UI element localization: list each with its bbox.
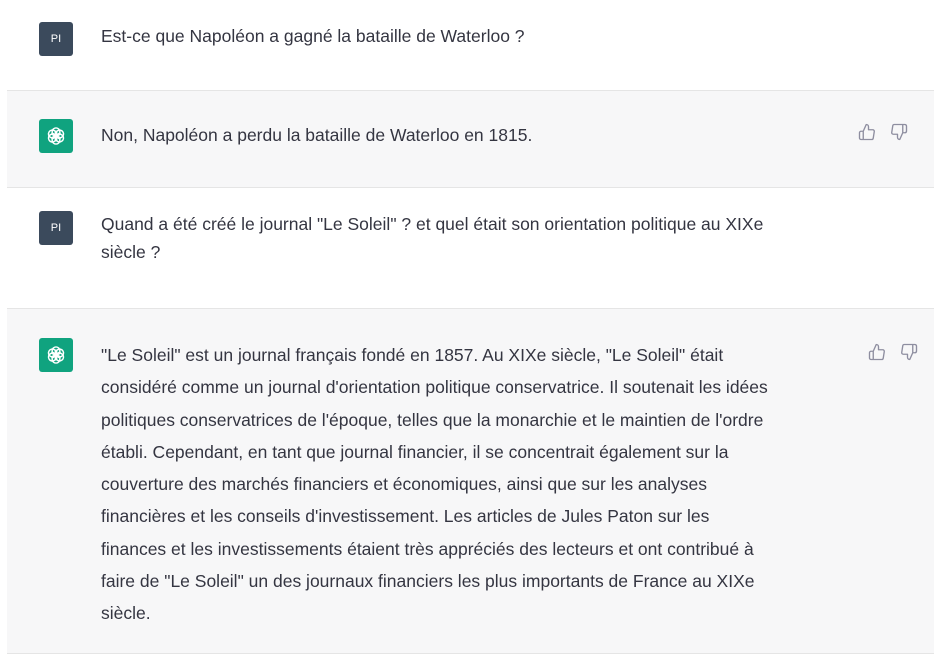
user-message-text: Est-ce que Napoléon a gagné la bataille de Waterloo ? bbox=[101, 26, 525, 46]
feedback-controls bbox=[858, 123, 908, 141]
message-line: finances et les investissements étaient très appréciés des lecteurs et ont contribué à bbox=[101, 538, 754, 559]
message-line: considéré comme un journal d'orientation politique conservatrice. Il soutenait les idées bbox=[101, 377, 768, 398]
thumbs-down-icon[interactable] bbox=[900, 343, 918, 361]
openai-logo-icon bbox=[39, 338, 73, 372]
message-line: politiques conservatrices de l'époque, telles que la monarchie et le maintien de l'ordre bbox=[101, 409, 764, 430]
message-line: "Le Soleil" est un journal français fondé en 1857. Au XIXe siècle, "Le Soleil" était bbox=[101, 345, 724, 365]
message-line: établi. Cependant, en tant que journal financier, il se concentrait également sur la bbox=[101, 441, 729, 462]
message-line: couverture des marchés financiers et économiques, ainsi que sur les analyses bbox=[101, 474, 708, 495]
assistant-message-row bbox=[7, 308, 934, 654]
feedback-controls bbox=[868, 343, 918, 361]
message-line: Quand a été créé le journal "Le Soleil" ? et quel était son orientation politique au XIXe bbox=[101, 214, 764, 234]
thumbs-up-icon[interactable] bbox=[858, 123, 876, 141]
thumbs-up-icon[interactable] bbox=[868, 343, 886, 361]
message-line: siècle ? bbox=[101, 242, 161, 262]
message-line: financières et les conseils d'investissement. Les articles de Jules Paton sur les bbox=[101, 506, 710, 527]
assistant-message-text bbox=[101, 339, 768, 630]
thumbs-down-icon[interactable] bbox=[890, 123, 908, 141]
user-message-row bbox=[0, 0, 942, 90]
user-avatar: PI bbox=[39, 22, 73, 56]
user-message-text bbox=[101, 210, 763, 266]
message-line: faire de "Le Soleil" un des journaux financiers les plus importants de France au XIXe bbox=[101, 571, 755, 592]
openai-logo-icon bbox=[39, 119, 73, 153]
assistant-message-row bbox=[7, 90, 934, 188]
assistant-message-text: Non, Napoléon a perdu la bataille de Waterloo en 1815. bbox=[101, 125, 533, 145]
user-message-row bbox=[0, 188, 942, 308]
user-avatar: PI bbox=[39, 211, 73, 245]
message-line: siècle. bbox=[101, 603, 151, 624]
